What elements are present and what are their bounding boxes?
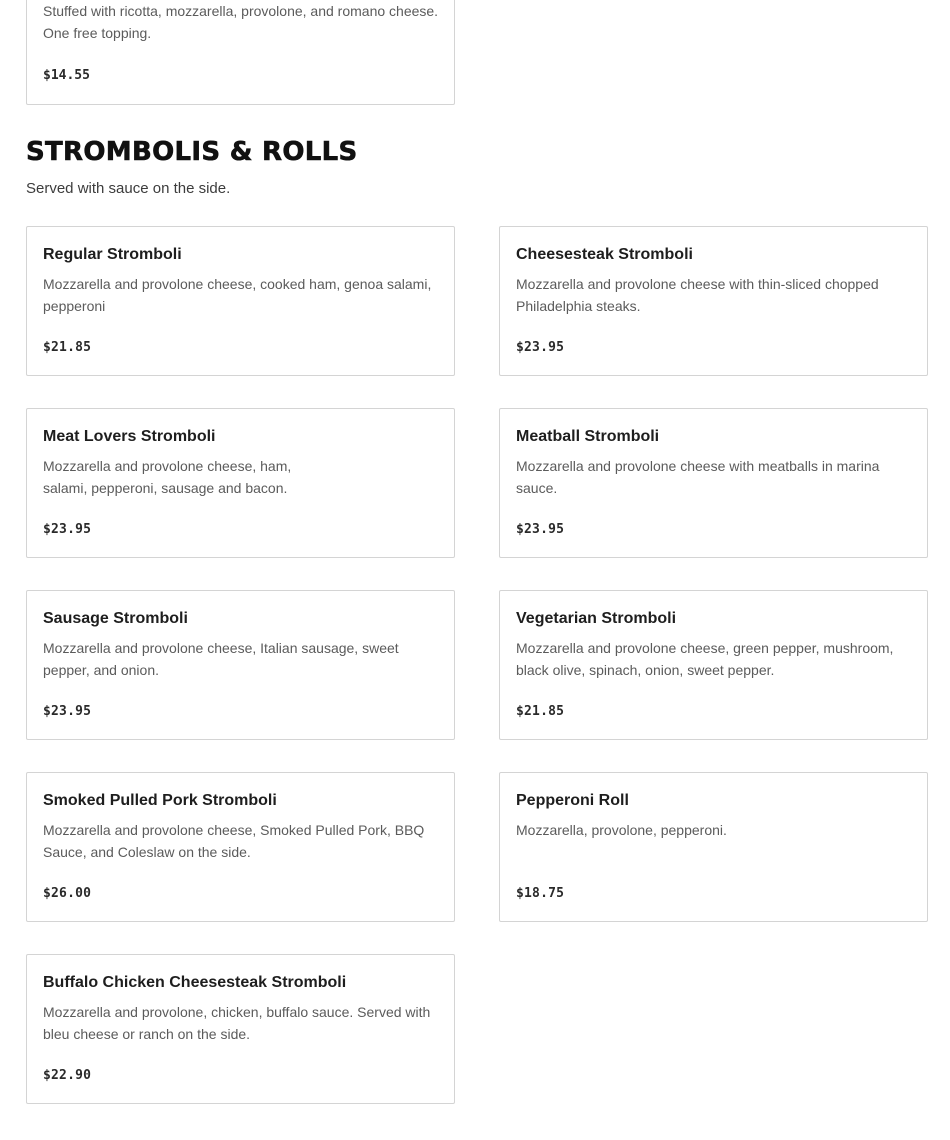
menu-item-description: Mozzarella and provolone cheese, green pepper, mushroom, black olive, spinach, onion, sweet pepper. <box>516 640 894 678</box>
menu-item-price: $23.95 <box>43 704 92 719</box>
menu-item-description: Mozzarella and provolone cheese, Italian sausage, sweet pepper, and onion. <box>43 640 399 678</box>
menu-item-description: Mozzarella and provolone cheese with meatballs in marina sauce. <box>516 458 880 496</box>
menu-item-name: Regular Stromboli <box>43 246 182 263</box>
menu-item-name: Pepperoni Roll <box>516 792 629 809</box>
menu-item-price: $23.95 <box>516 340 565 355</box>
menu-item-name: Meat Lovers Stromboli <box>43 428 216 445</box>
menu-item-name: Vegetarian Stromboli <box>516 610 677 627</box>
menu-item-card-smoked-pulled-pork-stromboli[interactable] <box>26 772 455 922</box>
menu-item-card-vegetarian-stromboli[interactable] <box>499 590 928 740</box>
menu-item-card-pepperoni-roll[interactable] <box>499 772 928 922</box>
menu-item-name: Cheesesteak Stromboli <box>516 246 693 263</box>
menu-item-price: $22.90 <box>43 1068 92 1083</box>
menu-item-price: $21.85 <box>516 704 565 719</box>
menu-item-price: $18.75 <box>516 886 565 901</box>
menu-item-name: Buffalo Chicken Cheesesteak Stromboli <box>43 974 347 991</box>
menu-item-price: $26.00 <box>43 886 92 901</box>
menu-item-price: $23.95 <box>516 522 565 537</box>
menu-item-card-buffalo-chicken-cheesesteak-stromboli[interactable] <box>26 954 455 1104</box>
menu-item-card-meatball-stromboli[interactable] <box>499 408 928 558</box>
menu-item-description: Mozzarella and provolone cheese, cooked ham, genoa salami, pepperoni <box>43 276 432 314</box>
menu-item-description: Mozzarella and provolone cheese with thin-sliced chopped Philadelphia steaks. <box>516 276 879 314</box>
menu-item-card-meat-lovers-stromboli[interactable] <box>26 408 455 558</box>
menu-item-description: Mozzarella and provolone, chicken, buffalo sauce. Served with bleu cheese or ranch on the side. <box>43 1004 431 1042</box>
menu-item-description: Mozzarella and provolone cheese, ham, salami, pepperoni, sausage and bacon. <box>43 458 292 496</box>
menu-item-card-sausage-stromboli[interactable] <box>26 590 455 740</box>
menu-item-card-cheesesteak-stromboli[interactable] <box>499 226 928 376</box>
menu-item-description: Mozzarella and provolone cheese, Smoked Pulled Pork, BBQ Sauce, and Coleslaw on the side. <box>43 822 425 860</box>
menu-item-price: $14.55 <box>43 68 90 83</box>
section-title: STROMBOLIS & ROLLS <box>26 137 358 167</box>
menu-item-name: Sausage Stromboli <box>43 610 188 627</box>
menu-item-price: $21.85 <box>43 340 92 355</box>
menu-item-description: Mozzarella, provolone, pepperoni. <box>516 822 727 838</box>
menu-item-name: Smoked Pulled Pork Stromboli <box>43 792 277 809</box>
menu-item-price: $23.95 <box>43 522 92 537</box>
menu-item-description: Stuffed with ricotta, mozzarella, provolone, and romano cheese. One free topping. <box>43 3 439 41</box>
section-subtitle: Served with sauce on the side. <box>26 180 231 197</box>
menu-item-card-previous[interactable] <box>26 0 455 105</box>
menu-item-card-regular-stromboli[interactable] <box>26 226 455 376</box>
menu-item-name: Meatball Stromboli <box>516 428 660 445</box>
